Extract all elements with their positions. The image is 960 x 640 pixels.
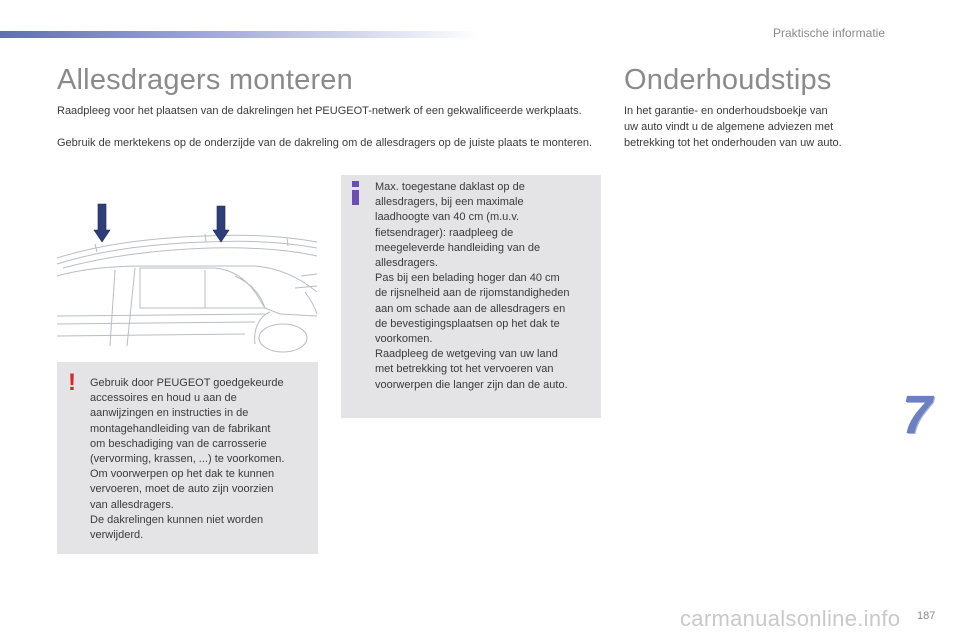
maintenance-text: In het garantie- en onderhoudsboekje van uw auto vindt u de algemene adviezen met betrekking tot het onderhouden van uw auto. [624,105,842,149]
warning-text: Gebruik door PEUGEOT goedgekeurde accessoires en houd u aan de aanwijzingen en instructies in de montagehandleiding van de fabrikant om beschadiging van de carrosserie (vervorming, krassen, ...) te voorkomen. Om voorwerpen op het dak te kunnen vervoeren, moet de auto zijn voorzien van allesdragers. De dakrelingen kunnen niet worden verwijderd. [90,377,285,542]
page-title: Allesdragers monteren [57,64,353,96]
watermark: carmanualsonline.info [680,606,901,631]
car-roof-rail-illustration [55,196,320,356]
intro-paragraph-2: Gebruik de merktekens op de onderzijde van de dakreling om de allesdragers op de juiste plaats te monteren. [57,137,593,149]
section-title: Praktische informatie [772,26,885,40]
info-icon [349,180,363,206]
section-heading-maintenance: Onderhoudstips [624,64,832,96]
exclamation-warning-icon: ! [68,369,76,396]
page-number: 187 [917,610,936,622]
info-text: Max. toegestane daklast op de allesdragers, bij een maximale laadhoogte van 40 cm (m.u.v. fietsendrager): raadpleeg de meegeleverde handleiding van de allesdragers. Pas bij een belading hoger dan 40 cm de rijsnelheid aan de rijomstandigheden aan om schade aan de allesdragers en de bevestigingsplaatsen op het dak te voorkomen. Raadpleeg de wetgeving van uw land met betrekking tot het vervoeren van voorwerpen die langer zijn dan de auto. [375,181,570,391]
header-accent-bar [0,31,480,38]
intro-paragraph-1: Raadpleeg voor het plaatsen van de dakrelingen het PEUGEOT-netwerk of een gekwalificeerde werkplaats. [57,105,582,117]
chapter-number: 7 [902,385,933,445]
